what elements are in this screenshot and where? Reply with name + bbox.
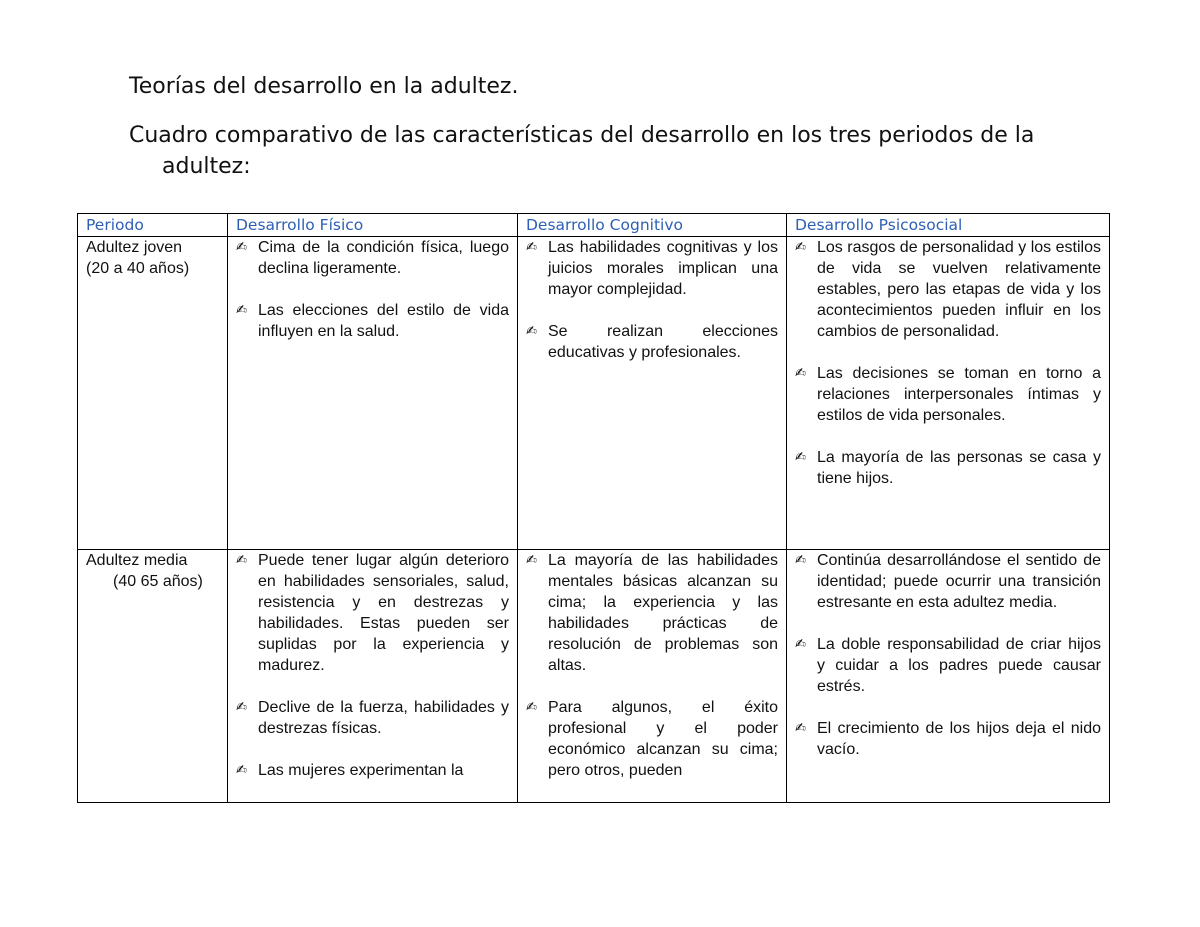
writing-hand-icon: ✍: [795, 366, 806, 381]
list-item: [795, 447, 1101, 489]
list-item-text: Se realizan elecciones educativas y profesionales.: [548, 323, 778, 361]
list-item: [526, 321, 778, 363]
table-row: [78, 237, 1110, 550]
header-desarrollo-cognitivo: Desarrollo Cognitivo: [518, 214, 787, 237]
list-item: [795, 634, 1101, 697]
list-item: [236, 300, 509, 342]
writing-hand-icon: ✍: [795, 240, 806, 255]
list-item-text: Los rasgos de personalidad y los estilos de vida se vuelven relativamente estables, pero las etapas de vida y los acontecimientos pueden influir en los cambios de personalidad.: [817, 239, 1101, 340]
list-item: [526, 697, 778, 781]
periodo-range: (20 a 40 años): [86, 260, 190, 277]
list-item-text: La mayoría de las personas se casa y tiene hijos.: [817, 449, 1101, 487]
writing-hand-icon: ✍: [795, 450, 806, 465]
writing-hand-icon: ✍: [526, 324, 537, 339]
fisico-cell: [228, 550, 518, 803]
writing-hand-icon: ✍: [795, 637, 806, 652]
list-item-text: Declive de la fuerza, habilidades y destrezas físicas.: [258, 699, 509, 737]
comparison-table: [77, 213, 1110, 803]
writing-hand-icon: ✍: [236, 303, 247, 318]
periodo-cell: [78, 237, 228, 550]
psicosocial-cell: [787, 550, 1110, 803]
list-item: [795, 363, 1101, 426]
list-item: [795, 237, 1101, 342]
periodo-range: (40 65 años): [113, 573, 203, 590]
header-periodo: Periodo: [78, 214, 228, 237]
document-title: Teorías del desarrollo en la adultez.: [129, 74, 519, 99]
list-item: [236, 760, 509, 781]
writing-hand-icon: ✍: [236, 763, 247, 778]
periodo-name: Adultez media: [86, 552, 188, 569]
table-header-row: [78, 214, 1110, 237]
header-desarrollo-psicosocial: Desarrollo Psicosocial: [787, 214, 1110, 237]
list-item: [236, 697, 509, 739]
list-item-text: Puede tener lugar algún deterioro en habilidades sensoriales, salud, resistencia y en destrezas y habilidades. Estas pueden ser suplidas por la experiencia y madurez.: [258, 552, 509, 674]
writing-hand-icon: ✍: [526, 700, 537, 715]
writing-hand-icon: ✍: [236, 700, 247, 715]
document-subtitle: Cuadro comparativo de las características del desarrollo en los tres periodos de la adultez:: [129, 123, 1035, 179]
list-item-text: Las mujeres experimentan la: [258, 762, 464, 779]
cognitivo-cell: [518, 237, 787, 550]
list-item-text: Continúa desarrollándose el sentido de identidad; puede ocurrir una transición estresante en esta adultez media.: [817, 552, 1101, 611]
list-item: [526, 550, 778, 676]
writing-hand-icon: ✍: [236, 240, 247, 255]
periodo-cell: [78, 550, 228, 803]
psicosocial-cell: [787, 237, 1110, 550]
list-item-text: Las decisiones se toman en torno a relaciones interpersonales íntimas y estilos de vida personales.: [817, 365, 1101, 424]
periodo-name: Adultez joven: [86, 239, 183, 256]
list-item-text: Cima de la condición física, luego declina ligeramente.: [258, 239, 509, 277]
list-item-text: Las elecciones del estilo de vida influyen en la salud.: [258, 302, 509, 340]
list-item-text: Para algunos, el éxito profesional y el poder económico alcanzan su cima; pero otros, pueden: [548, 699, 778, 779]
list-item: [236, 550, 509, 676]
list-item: [236, 237, 509, 279]
list-item: [526, 237, 778, 300]
fisico-cell: [228, 237, 518, 550]
list-item-text: La doble responsabilidad de criar hijos y cuidar a los padres puede causar estrés.: [817, 636, 1101, 695]
writing-hand-icon: ✍: [526, 240, 537, 255]
writing-hand-icon: ✍: [526, 553, 537, 568]
table-row: [78, 550, 1110, 803]
writing-hand-icon: ✍: [236, 553, 247, 568]
list-item: [795, 718, 1101, 760]
list-item: [795, 550, 1101, 613]
list-item-text: El crecimiento de los hijos deja el nido vacío.: [817, 720, 1101, 758]
header-desarrollo-fisico: Desarrollo Físico: [228, 214, 518, 237]
list-item-text: La mayoría de las habilidades mentales básicas alcanzan su cima; la experiencia y las habilidades prácticas de resolución de problemas son altas.: [548, 552, 778, 674]
list-item-text: Las habilidades cognitivas y los juicios morales implican una mayor complejidad.: [548, 239, 778, 298]
writing-hand-icon: ✍: [795, 721, 806, 736]
writing-hand-icon: ✍: [795, 553, 806, 568]
cognitivo-cell: [518, 550, 787, 803]
